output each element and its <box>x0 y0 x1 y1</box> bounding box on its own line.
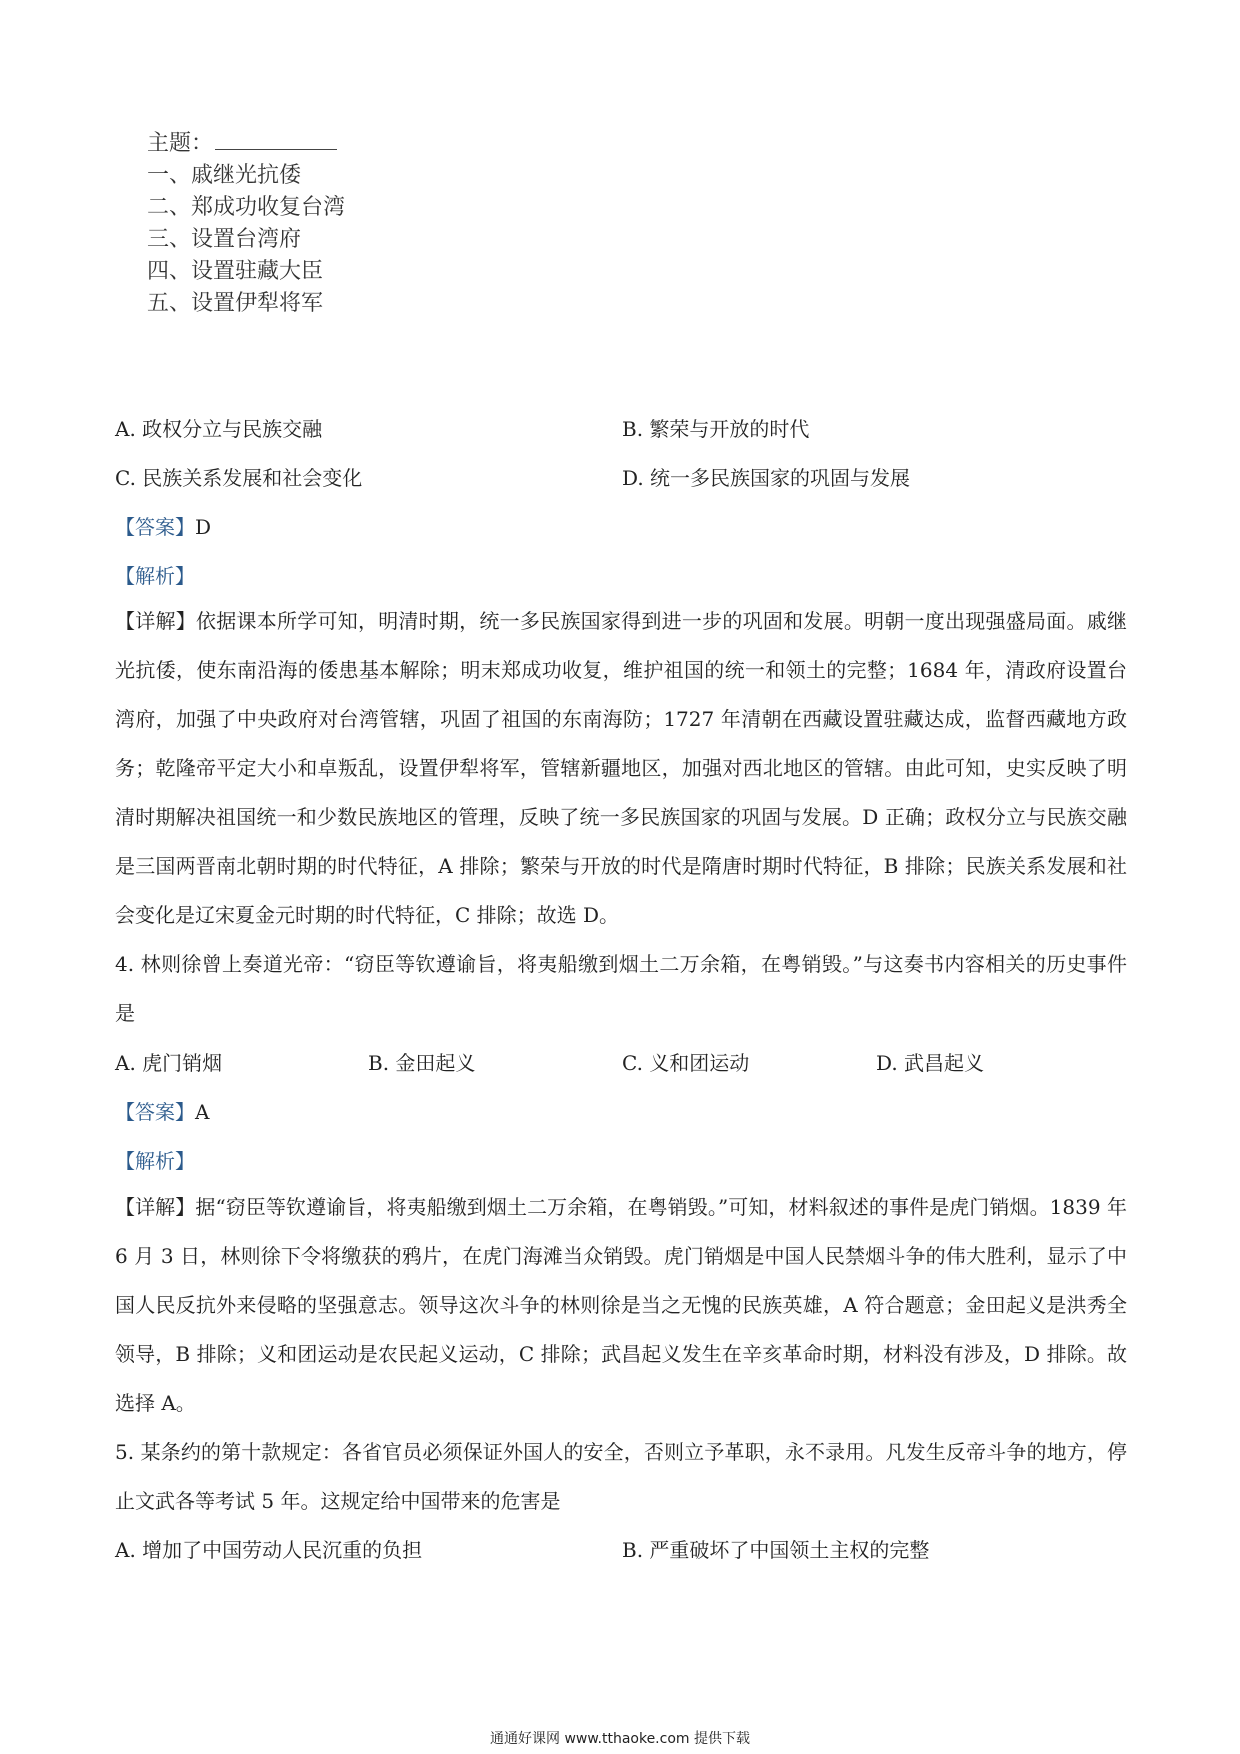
q4-answer <box>115 1097 209 1127</box>
answer-blank <box>215 129 337 150</box>
q4-analysis-tag: 【解析】 <box>115 1149 195 1173</box>
q5-option-b: B. 严重破坏了中国领土主权的完整 <box>622 1538 930 1562</box>
page-footer: 通通好课网 www.tthaoke.com 提供下载 <box>490 1731 750 1747</box>
detail-tag: 【详解】 <box>115 1195 196 1219</box>
material-line-3: 三、设置台湾府 <box>147 227 302 252</box>
detail-tag: 【详解】 <box>115 609 196 633</box>
q4-detail <box>115 1183 1127 1428</box>
q4-stem: 4. 林则徐曾上奏道光帝：“窃臣等钦遵谕旨，将夷船缴到烟土二万余箱，在粤销毁。”与这奏书内容相关的历史事件是 <box>115 952 1127 1025</box>
material-line-5: 五、设置伊犁将军 <box>147 291 324 316</box>
q5-option-a: A. 增加了中国劳动人民沉重的负担 <box>115 1538 423 1562</box>
answer-tag: 【答案】 <box>115 515 195 539</box>
material-title <box>147 128 337 160</box>
q3-option-b: B. 繁荣与开放的时代 <box>622 417 810 441</box>
answer-value: D <box>195 515 212 539</box>
q3-option-d: D. 统一多民族国家的巩固与发展 <box>622 466 911 490</box>
material-line-2: 二、郑成功收复台湾 <box>147 195 346 220</box>
detail-text: 依据课本所学可知，明清时期，统一多民族国家得到进一步的巩固和发展。明朝一度出现强盛局面。戚继光抗倭，使东南沿海的倭患基本解除；明末郑成功收复，维护祖国的统一和领土的完整；1684 年，清政府设置台湾府，加强了中央政府对台湾管辖，巩固了祖国的东南海防；1727 年清朝在西藏设置驻藏达成，监督西藏地方政务；乾隆帝平定大小和卓叛乱，设置伊犁将军，管辖新疆地区，加强对西北地区的管辖。由此可知，史实反映了明清时期解决祖国统一和少数民族地区的管理，反映了统一多民族国家的巩固与发展。D 正确；政权分立与民族交融是三国两晋南北朝时期的时代特征，A 排除；繁荣与开放的时代是隋唐时期时代特征，B 排除；民族关系发展和社会变化是辽宋夏金元时期的时代特征，C 排除；故选 D。 <box>115 609 1128 927</box>
q4-option-b: B. 金田起义 <box>368 1051 476 1075</box>
material-title-label: 主题： <box>147 131 214 156</box>
detail-text: 据“窃臣等钦遵谕旨，将夷船缴到烟土二万余箱，在粤销毁。”可知，材料叙述的事件是虎门销烟。1839 年 6 月 3 日，林则徐下令将缴获的鸦片，在虎门海滩当众销毁。虎门销烟是中国人民禁烟斗争的伟大胜利，显示了中国人民反抗外来侵略的坚强意志。领导这次斗争的林则徐是当之无愧的民族英雄，A 符合题意；金田起义是洪秀全领导，B 排除；义和团运动是农民起义运动，C 排除；武昌起义发生在辛亥革命时期，材料没有涉及，D 排除。故选择 A。 <box>115 1195 1127 1415</box>
material-line-4: 四、设置驻藏大臣 <box>147 259 324 284</box>
q3-answer <box>115 512 211 542</box>
q4-option-c: C. 义和团运动 <box>622 1051 750 1075</box>
q4-option-d: D. 武昌起义 <box>876 1051 985 1075</box>
q3-option-a: A. 政权分立与民族交融 <box>115 417 323 441</box>
material-line-1: 一、戚继光抗倭 <box>147 163 302 188</box>
answer-value: A <box>195 1100 210 1124</box>
q4-option-a: A. 虎门销烟 <box>115 1051 223 1075</box>
q3-detail <box>115 597 1127 940</box>
q3-option-c: C. 民族关系发展和社会变化 <box>115 466 363 490</box>
q3-analysis-tag: 【解析】 <box>115 564 195 588</box>
answer-tag: 【答案】 <box>115 1100 195 1124</box>
q5-stem: 5. 某条约的第十款规定：各省官员必须保证外国人的安全，否则立予革职，永不录用。凡发生反帝斗争的地方，停止文武各等考试 5 年。这规定给中国带来的危害是 <box>115 1440 1127 1513</box>
